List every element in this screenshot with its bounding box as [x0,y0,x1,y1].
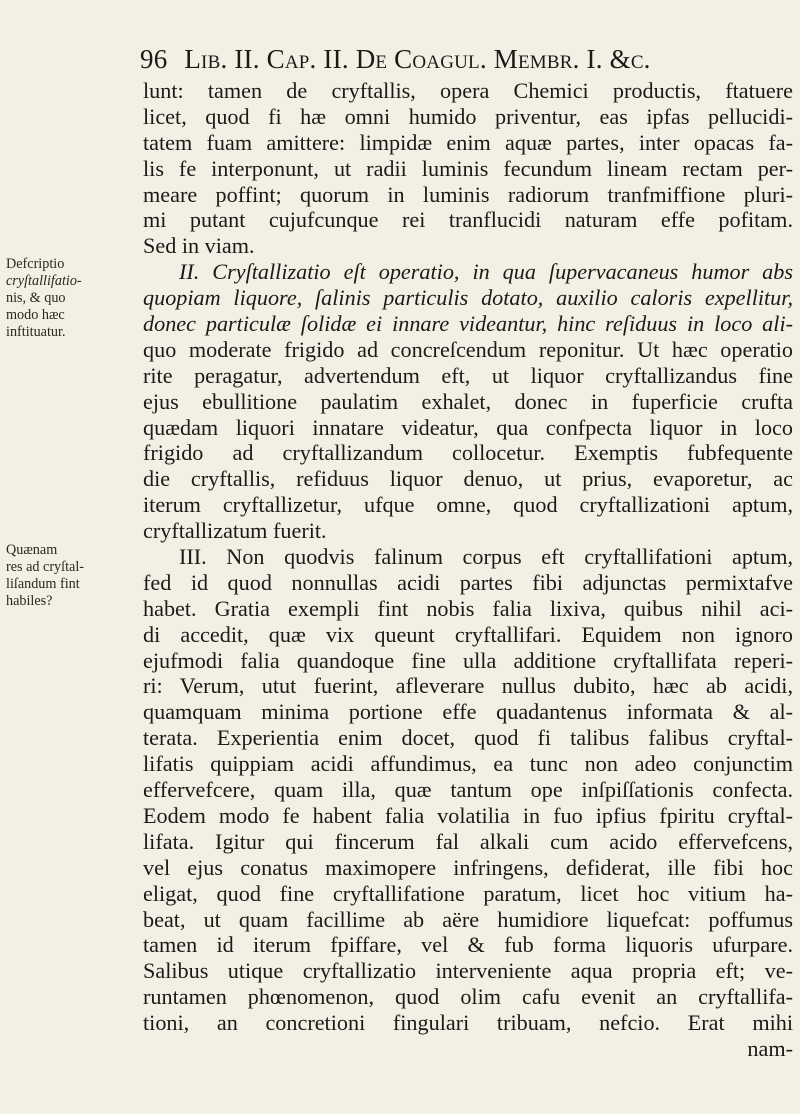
page-header [140,44,790,78]
text-line: III. Non quodvis falinum corpus eft cryftallifationi aptum, [179,544,793,570]
text-line: cryftallizatum fuerit. [143,518,327,544]
text-line: di accedit, quæ vix queunt cryftallifari. Equidem non ignoro [143,621,793,647]
margin-note-line: modo hæc [6,307,65,323]
margin-note-line: res ad cryſtal- [6,559,84,575]
text-line: meare poffint; quorum in luminis radiorum tranfmiffione pluri- [143,181,793,207]
margin-note-line: cryſtallifatio- [6,273,82,289]
text-line: quamquam minima portione effe quadantenus informata & al- [143,699,793,725]
text-line: vel ejus conatus maximopere infringens, defiderat, ille fibi hoc [143,854,793,880]
text-line: II. Cryſtallizatio eſt operatio, in qua ſupervacaneus humor abs [179,259,793,285]
text-line: ejufmodi falia quandoque fine ulla additione cryftallifata reperi- [143,647,793,673]
text-line: ri: Verum, utut fuerint, afleverare nullus dubito, hæc ab acidi, [143,673,793,699]
text-line: tioni, an concretioni fingulari tribuam, nefcio. Erat mihi [143,1010,793,1036]
text-line: ejus ebullitione paulatim exhalet, donec in fuperficie crufta [143,388,793,414]
text-line: tatem fuam amittere: limpidæ enim aquæ partes, inter opacas fa- [143,129,793,155]
text-line: terata. Experientia enim docet, quod fi talibus falibus cryftal- [143,725,793,751]
text-line: die cryftallis, refiduus liquor denuo, ut prius, evaporetur, ac [143,466,793,492]
text-line: habet. Gratia exempli fint nobis falia lixiva, quibus nihil aci- [143,595,793,621]
text-line: lunt: tamen de cryftallis, opera Chemici productis, ftatuere [143,78,793,103]
text-line: quo moderate frigido ad concreſcendum reponitur. Ut hæc operatio [143,336,793,362]
text-line: Sed in viam. [143,233,255,259]
running-title: Lib. II. Cap. II. De Coagul. Membr. I. &c. [184,44,651,74]
text-line: runtamen phœnomenon, quod olim cafu evenit an cryftallifa- [143,984,793,1010]
text-line: tamen id iterum fpiffare, vel & fub forma liquoris ufurpare. [143,932,793,958]
text-line: Salibus utique cryftallizatio interveniente aqua propria eft; ve- [143,958,793,984]
margin-note-line: Quænam [6,542,58,558]
margin-note-line: nis, & quo [6,290,66,306]
text-line: mi putant cujufcunque rei tranflucidi naturam effe pofitam. [143,207,793,233]
text-line: lifata. Igitur qui fincerum fal alkali cum acido effervefcens, [143,828,793,854]
text-line: quædam liquori innatare videatur, qua confpecta liquor in loco [143,414,793,440]
text-line: iterum cryftallizetur, ufque omne, quod cryftallizationi aptum, [143,492,793,518]
text-line: licet, quod fi hæ omni humido priventur, eas ipfas pellucidi- [143,103,793,129]
text-line: effervefcere, quam illa, quæ tantum ope inſpiſſationis confecta. [143,777,793,803]
text-line: beat, ut quam facillime ab aëre humidiore liquefcat: poffumus [143,906,793,932]
text-line: lifatis quippiam acidi affundimus, ea tunc non adeo conjunctim [143,751,793,777]
text-line: rite peragatur, advertendum eft, ut liquor cryftallizandus fine [143,362,793,388]
catchword: nam- [747,1035,793,1061]
page-number: 96 [140,44,168,74]
text-line: frigido ad cryftallizandum collocetur. Exemptis fubfequente [143,440,793,466]
margin-note-line: liſandum fint [6,576,80,592]
text-line: donec particulæ ſolidæ ei innare videantur, hinc reſiduus in loco ali- [143,311,793,337]
text-line: Eodem modo fe habent falia volatilia in fuo ipfius fpiritu cryftal- [143,802,793,828]
text-line: eligat, quod fine cryftallifatione paratum, licet hoc vitium ha- [143,880,793,906]
text-line: quopiam liquore, ſalinis particulis dotato, auxilio caloris expellitur, [143,285,793,311]
margin-note-line: inftituatur. [6,324,66,340]
margin-note-question [6,542,134,610]
text-line: fed id quod nonnullas acidi partes fibi adjunctas permixtafve [143,569,793,595]
text-line: lis fe interponunt, ut radii luminis fecundum lineam rectam per- [143,155,793,181]
margin-note-line: habiles? [6,593,53,609]
margin-note-description [6,256,134,341]
margin-note-line: Defcriptio [6,256,65,272]
main-text [143,78,793,1062]
